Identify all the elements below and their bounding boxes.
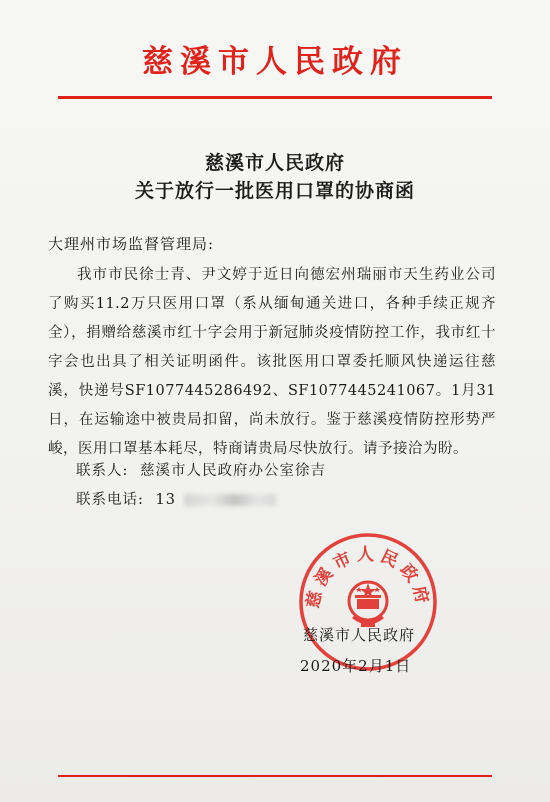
- seal-text: 慈溪市人民政府: [303, 545, 433, 611]
- signature-organization: 慈溪市人民政府: [303, 626, 416, 644]
- document-title-line1: 慈溪市人民政府: [204, 152, 345, 174]
- letterhead-red-rule: [58, 96, 492, 99]
- footer-red-rule: [58, 775, 492, 777]
- official-seal: [297, 531, 439, 673]
- contact-person-label: 联系人:: [76, 463, 129, 479]
- contact-phone-value: 13: [155, 492, 176, 508]
- document-title-line2: 关于放行一批医用口罩的协商函: [134, 180, 415, 202]
- contact-phone-label: 联系电话:: [76, 492, 144, 508]
- redacted-phone-blur: [184, 494, 276, 506]
- contact-phone-row: [76, 488, 276, 509]
- letterhead-title: 慈溪市人民政府: [142, 44, 408, 80]
- contact-person-value: 慈溪市人民政府办公室徐吉: [140, 463, 326, 479]
- national-emblem-icon: [349, 582, 387, 627]
- contact-person-row: [76, 459, 326, 480]
- signature-date: 2020年2月1日: [300, 657, 412, 675]
- letter-body: 我市市民徐士青、尹文婷于近日向德宏州瑞丽市天生药业公司了购买11.2万只医用口罩（系从缅甸通关进口，各种手续正规齐全），捐赠给慈溪市红十字会用于新冠肺炎疫情防控工作，我市红十字会也出具了相关证明函件。该批医用口罩委托顺风快递运往慈溪，快递号SF1077445286492、SF1077445241067。1月31日，在运输途中被贵局扣留，尚未放行。鉴于慈溪疫情防控形势严峻，医用口罩基本耗尽，特商请贵局尽快放行。请予接洽为盼。: [48, 267, 496, 457]
- salutation: 大理州市场监督管理局:: [48, 235, 215, 253]
